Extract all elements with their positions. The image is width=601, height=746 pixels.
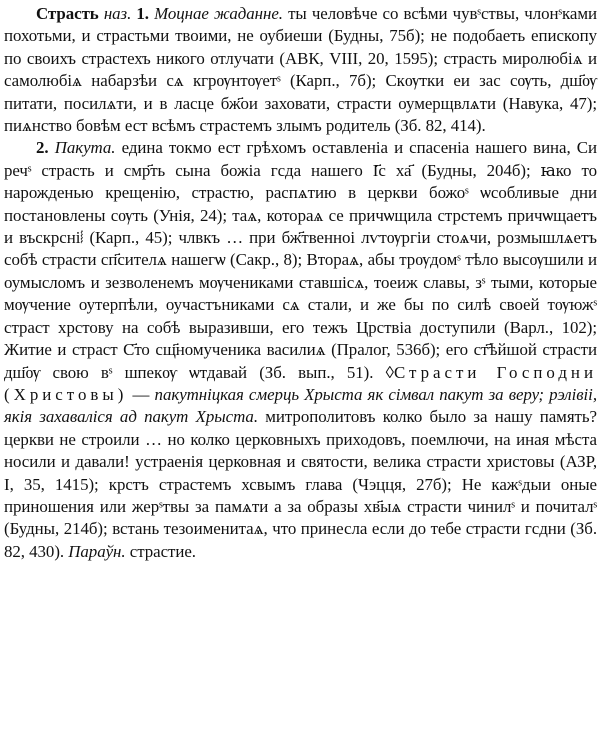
sense-gloss: Пакута. [54, 138, 116, 158]
sense-citations: ты человѣче со всѣми чувˢствы, члонˢками похотьми, и страстьми твоими, не оубиеши (Будны, 75б); не подобаеть епископу по своихъ страстехъ никого отлучати (АВК, VIII, 20, 1595); страсть миролюбіѧ и самолюбіѧ набарзѣи сѧ кгрѹнтѹетˢ (Карп., 7б); Скѹтки еи зас сѹть, дш҃ѹ питати, посилѧти, и в ласце бж҃ои заховати, страсти оумерщвлѧти (Навука, 47); пиѧнство бовѣм ест всѣмъ страстемъ злымъ родитель (Зб. 82, 414). [4, 4, 597, 136]
sense-1 [4, 3, 597, 137]
subentry-marker: ◊ [385, 362, 394, 382]
dictionary-entry [4, 3, 597, 563]
compare-reference: страстие. [129, 541, 196, 561]
headword: Страсть [36, 4, 99, 23]
subentry-dash: — [132, 384, 150, 404]
part-of-speech: наз. [103, 4, 132, 23]
sense-gloss: Моцнае жаданне. [154, 4, 283, 23]
sense-number: 2. [36, 138, 49, 158]
sense-number: 1. [136, 4, 149, 23]
subentry-head: Страсти Господни (Христовы) [4, 362, 597, 404]
compare-label: Параўн. [68, 541, 126, 561]
subentry-gloss: пакутніцкая смерць Хрыста як сімвал пакут за веру; рэлівіі, якія захаваліся ад пакут Хрыста. [4, 384, 597, 427]
subentry-citations: митрополитовъ колко было за нашу память? церкви не строили … но колко церковныхъ приходовъ, поемлючи, на иная мѣста носили и давали! устраенія церковная и святости, велика страсти христовы (АЗР, I, 35, 1415); крстъ страстемъ хсвымъ глава (Чэцця, 27б); Не кажˢдыи оные приношения или жерˢтвы за памѧти а за образы хв҃ыѧ страсти чинилˢ и почиталˢ (Будны, 214б); встань тезоименитаѧ, что принесла если до тебе страсти гсдни (Зб. 82, 430). [4, 407, 597, 561]
sense-citations: едина токмо ест грѣхомъ оставленіа и спасеніа нашего вина, Си речˢ страсть и смр҃ть сына божіа гсда нашего І҃с ха҃ (Будны, 204б); ꙗко то нарожденью крещенію, страстю, распѧтию в церкви божоˢ ѡсобливые дни постановлены сѹть (Унія, 24); таѧ, котораѧ се причѡщила стрстемъ причѡщаетъ и въскрсні𝆃 (Карп., 45); члвкъ … при бж҃твенноi лѵтѹргіи стоѧчи, розмышлѧетъ собѣ страсти сп҃сителѧ нашегѡ (Сакр., 8); Втораѧ, абы трѹдомˢ тѣло высѹшили и оумысломъ и зезволенемъ мѹчениками ставшісѧ, тоеиж славы, зˢ тыми, которые мѹчение оутерпѣли, оучастъниками сѧ стали, и же бы по силѣ своей тѹюжˢ страст хрстову на собѣ выразивши, его тежъ Црствіа доступили (Варл., 102); Житие и страст С҃то сщ҃номученика василиѧ (Пралог, 536б); его ст҃ѣйшой страсти дш҃ѹ свою вˢ шпекѹ ѡтдавай (Зб. вып., 51). [4, 138, 597, 382]
sense-2 [4, 137, 597, 563]
